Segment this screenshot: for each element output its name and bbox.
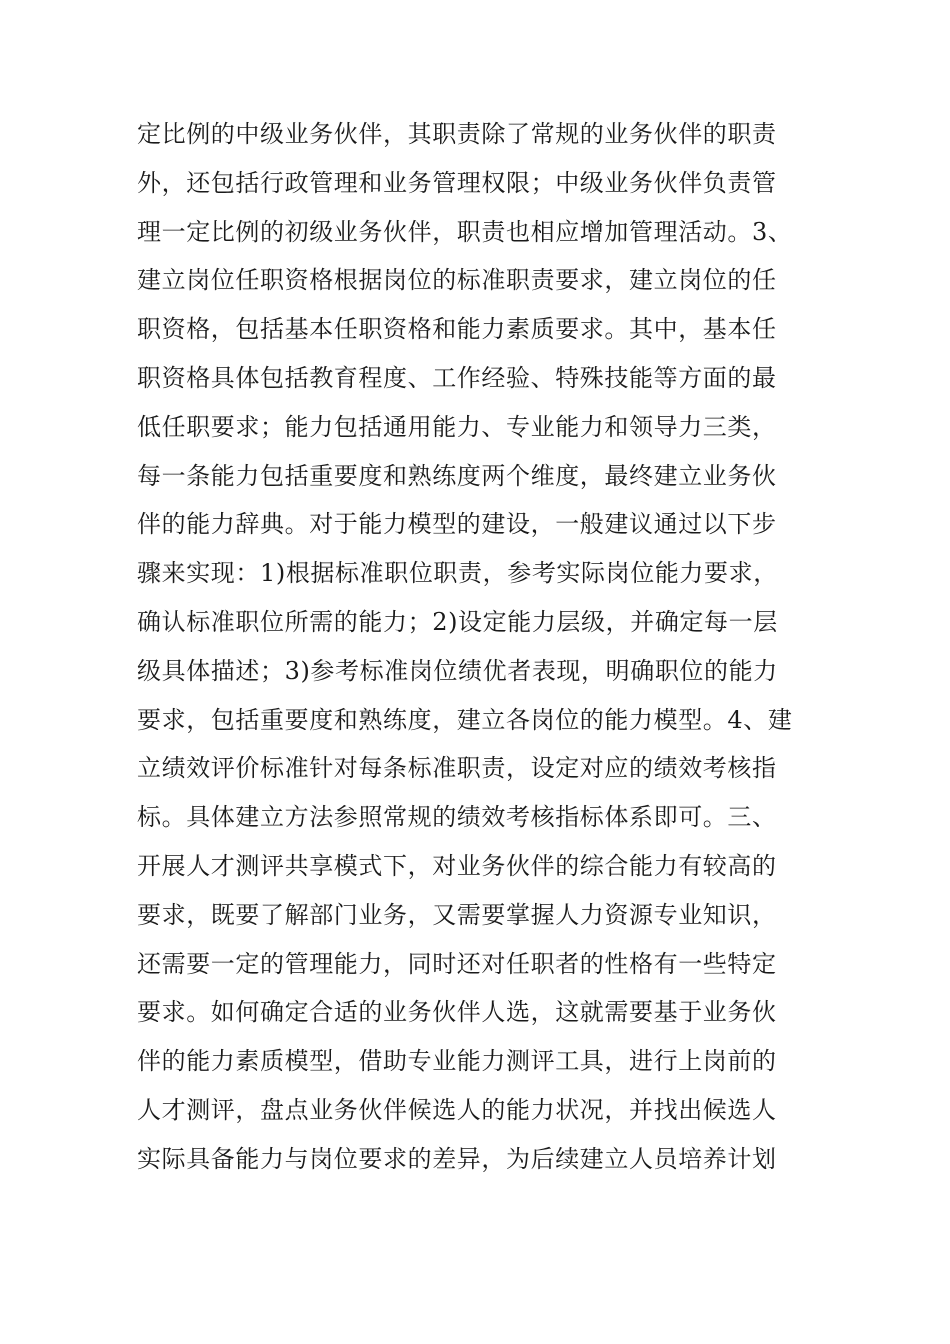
text-line: 还需要一定的管理能力，同时还对任职者的性格有一些特定 xyxy=(137,949,777,978)
body-text xyxy=(137,110,817,1184)
text-line: 理一定比例的初级业务伙伴，职责也相应增加管理活动。3、 xyxy=(137,217,793,246)
text-line: 要求。如何确定合适的业务伙伴人选，这就需要基于业务伙 xyxy=(137,998,777,1027)
text-line: 伴的能力辞典。对于能力模型的建设，一般建议通过以下步 xyxy=(137,510,777,539)
text-line: 实际具备能力与岗位要求的差异，为后续建立人员培养计划 xyxy=(137,1144,777,1173)
text-line: 骤来实现：1)根据标准职位职责，参考实际岗位能力要求， xyxy=(137,559,778,588)
text-line: 低任职要求；能力包括通用能力、专业能力和领导力三类， xyxy=(137,412,777,441)
text-line: 外，还包括行政管理和业务管理权限；中级业务伙伴负责管 xyxy=(137,168,777,197)
text-line: 伴的能力素质模型，借助专业能力测评工具，进行上岗前的 xyxy=(137,1047,777,1076)
text-line: 职资格具体包括教育程度、工作经验、特殊技能等方面的最 xyxy=(137,363,777,392)
text-line: 要求，既要了解部门业务，又需要掌握人力资源专业知识， xyxy=(137,900,777,929)
text-line: 职资格，包括基本任职资格和能力素质要求。其中，基本任 xyxy=(137,315,777,344)
text-line: 建立岗位任职资格根据岗位的标准职责要求，建立岗位的任 xyxy=(137,266,777,295)
text-line: 标。具体建立方法参照常规的绩效考核指标体系即可。三、 xyxy=(137,803,777,832)
text-line: 级具体描述；3)参考标准岗位绩优者表现，明确职位的能力 xyxy=(137,656,778,685)
text-line: 确认标准职位所需的能力；2)设定能力层级，并确定每一层 xyxy=(137,607,778,636)
text-line: 要求，包括重要度和熟练度，建立各岗位的能力模型。4、建 xyxy=(137,705,793,734)
text-line: 开展人才测评共享模式下，对业务伙伴的综合能力有较高的 xyxy=(137,851,777,880)
text-line: 定比例的中级业务伙伴，其职责除了常规的业务伙伴的职责 xyxy=(137,120,777,148)
text-line: 每一条能力包括重要度和熟练度两个维度，最终建立业务伙 xyxy=(137,461,777,490)
text-line: 立绩效评价标准针对每条标准职责，设定对应的绩效考核指 xyxy=(137,754,777,783)
text-line: 人才测评，盘点业务伙伴候选人的能力状况，并找出候选人 xyxy=(137,1095,777,1124)
